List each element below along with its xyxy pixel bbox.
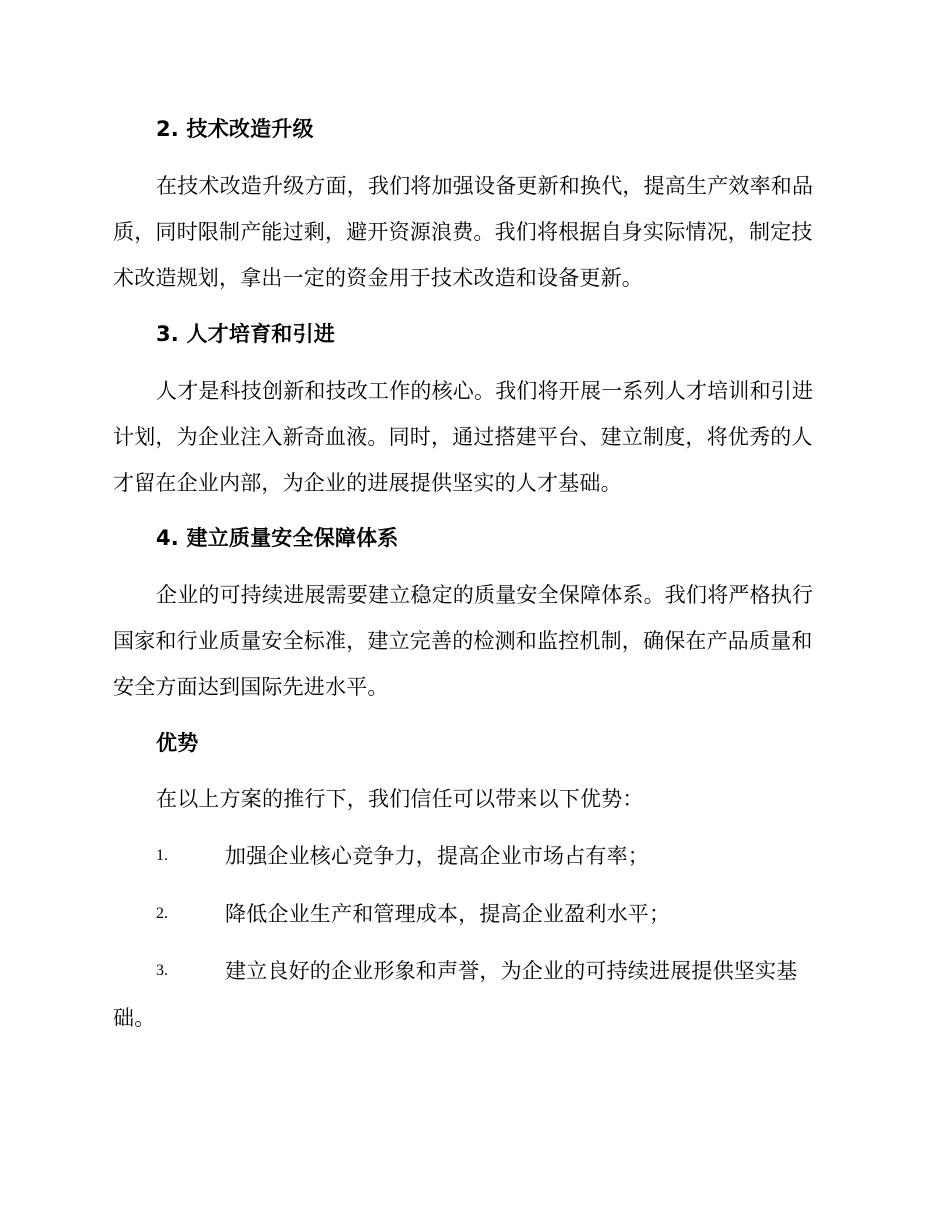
paragraph-line: 企业的可持续进展需要建立稳定的质量安全保障体系。我们将严格执行: [156, 583, 814, 607]
paragraph-line: 人才是科技创新和技改工作的核心。我们将开展一系列人才培训和引进: [156, 379, 814, 403]
paragraph-line: 才留在企业内部，为企业的进展提供坚实的人才基础。: [113, 471, 622, 495]
list-item-number: 3.: [156, 962, 168, 979]
list-item-number: 2.: [156, 905, 168, 922]
paragraph-line: 术改造规划，拿出一定的资金用于技术改造和设备更新。: [113, 266, 643, 290]
paragraph-line: 计划，为企业注入新奇血液。同时，通过搭建平台、建立制度，将优秀的人: [113, 425, 813, 449]
list-item-text: 加强企业核心竞争力，提高企业市场占有率；: [225, 844, 649, 868]
section-heading-tech-upgrade: 2. 技术改造升级: [156, 117, 314, 141]
section-heading-advantages: 优势: [156, 731, 199, 755]
advantages-intro: 在以上方案的推行下，我们信任可以带来以下优势：: [156, 787, 644, 811]
paragraph-line: 国家和行业质量安全标准，建立完善的检测和监控机制，确保在产品质量和: [113, 629, 813, 653]
list-item-text: 降低企业生产和管理成本，提高企业盈利水平；: [225, 902, 671, 926]
list-item-continuation: 础。: [113, 1006, 156, 1030]
section-heading-talent: 3. 人才培育和引进: [156, 322, 335, 346]
section-heading-quality-safety: 4. 建立质量安全保障体系: [156, 526, 399, 550]
list-item-number: 1.: [156, 847, 168, 864]
paragraph-line: 在技术改造升级方面，我们将加强设备更新和换代，提高生产效率和品: [156, 174, 814, 198]
paragraph-line: 安全方面达到国际先进水平。: [113, 675, 389, 699]
paragraph-line: 质，同时限制产能过剩，避开资源浪费。我们将根据自身实际情况，制定技: [113, 220, 813, 244]
list-item-text: 建立良好的企业形象和声誉，为企业的可持续进展提供坚实基: [225, 959, 798, 983]
